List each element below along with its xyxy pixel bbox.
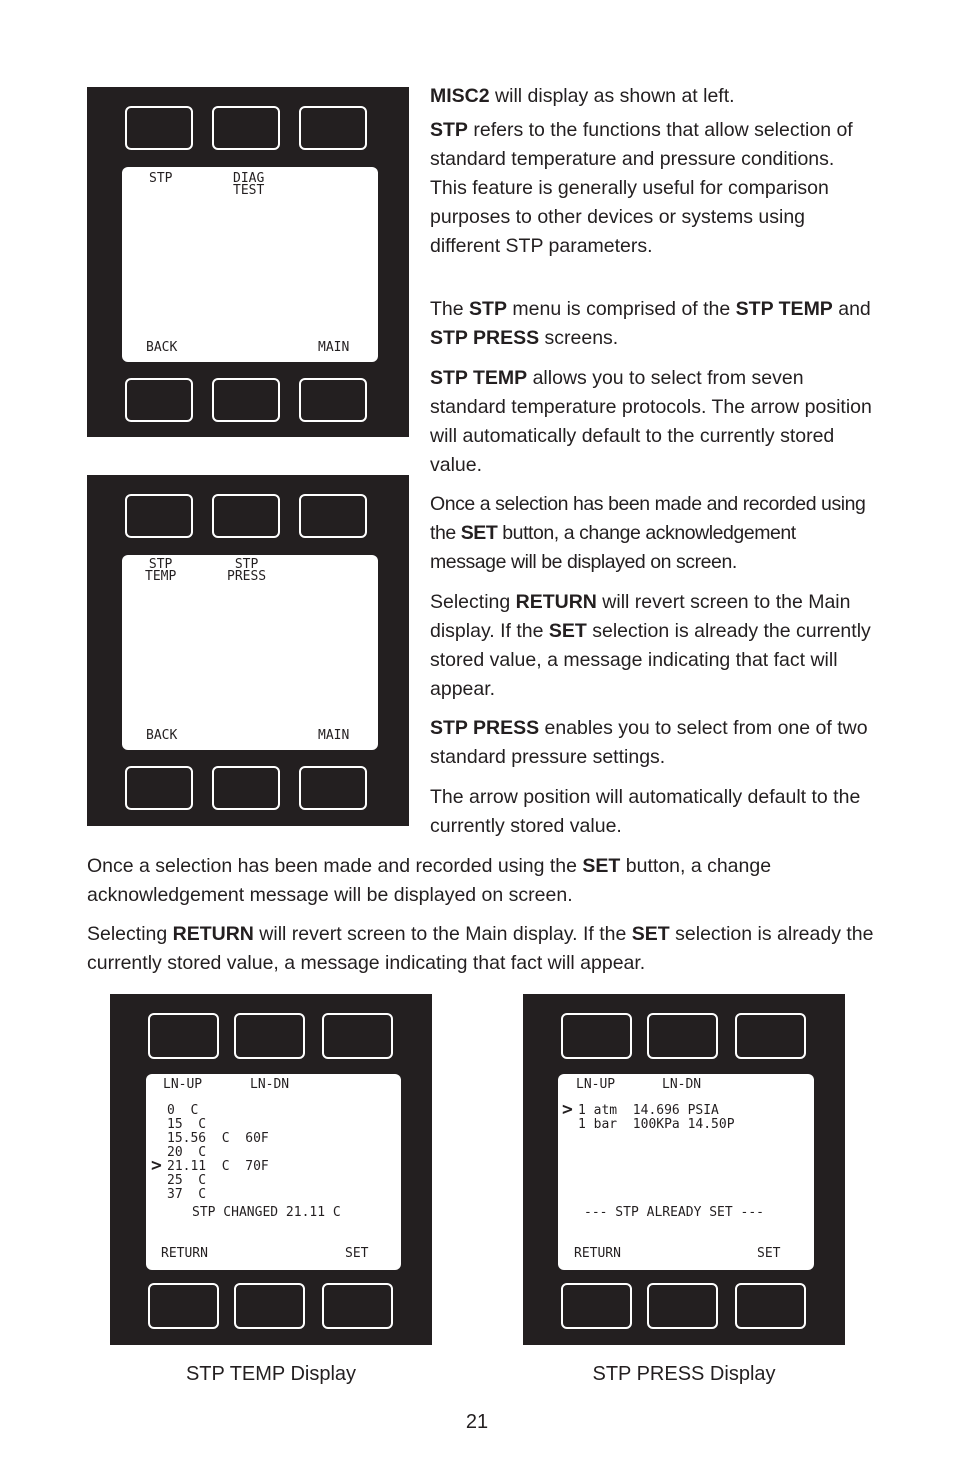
bottom-button-3[interactable]: [322, 1283, 393, 1329]
softkey-set[interactable]: SET: [757, 1246, 781, 1261]
text-run: selection is already the currently stored value, a message indicating that fact will appear.: [87, 923, 874, 974]
paragraph-stp-temp: [430, 364, 875, 480]
temp-option[interactable]: 25 C: [167, 1173, 207, 1188]
paragraph-misc2: [430, 82, 875, 111]
softkey-return[interactable]: RETURN: [574, 1246, 621, 1261]
text-run: enables you to select from one of two standard pressure settings.: [430, 717, 868, 768]
bold-term: SET: [460, 522, 498, 544]
text-run: Selecting: [87, 923, 173, 945]
top-button-2[interactable]: [234, 1013, 305, 1059]
paragraph-return: [430, 588, 875, 704]
text-run: button, a change acknowledgement message will be displayed on screen.: [87, 855, 772, 906]
top-button-2[interactable]: [647, 1013, 718, 1059]
bottom-button-1[interactable]: [561, 1283, 632, 1329]
temp-option-selected[interactable]: 21.11 C 70F: [167, 1159, 269, 1174]
bottom-button-2[interactable]: [234, 1283, 305, 1329]
press-option[interactable]: 1 bar 100KPa 14.50P: [578, 1117, 735, 1132]
text-run: will display as shown at left.: [489, 85, 735, 107]
text-run: Once a selection has been made and recorded using the: [430, 493, 866, 544]
paragraph-stp: [430, 116, 875, 261]
bold-term: MISC2: [430, 85, 490, 107]
bold-term: STP TEMP: [430, 367, 528, 389]
text-run: will revert screen to the Main display. If the: [430, 591, 851, 642]
text-run: The arrow position will automatically default to the currently stored value.: [430, 786, 861, 837]
top-button-1[interactable]: [125, 106, 193, 150]
bottom-button-2[interactable]: [212, 766, 280, 810]
stp-temp-display: [110, 994, 432, 1345]
page-number: 21: [465, 1411, 489, 1433]
top-button-3[interactable]: [322, 1013, 393, 1059]
selection-arrow: >: [562, 1099, 573, 1120]
lcd-screen: [122, 555, 378, 750]
temp-option[interactable]: 15.56 C 60F: [167, 1131, 269, 1146]
text-run: button, a change acknowledgement message will be displayed on screen.: [430, 522, 796, 573]
top-button-3[interactable]: [735, 1013, 806, 1059]
bottom-button-3[interactable]: [299, 766, 367, 810]
top-button-1[interactable]: [125, 494, 193, 538]
temp-option[interactable]: 0 C: [167, 1103, 199, 1118]
bold-term: STP PRESS: [430, 327, 540, 349]
bold-term: STP: [469, 298, 507, 320]
softkey-set[interactable]: SET: [345, 1246, 369, 1261]
text-run: will revert screen to the Main display. If the: [253, 923, 632, 945]
temp-option[interactable]: 15 C: [167, 1117, 207, 1132]
softkey-ln-dn[interactable]: LN-DN: [662, 1077, 702, 1092]
bold-term: SET: [582, 855, 621, 877]
caption-stp-temp: STP TEMP Display: [185, 1363, 357, 1385]
softkey-ln-dn[interactable]: LN-DN: [250, 1077, 290, 1092]
bottom-button-3[interactable]: [299, 378, 367, 422]
top-button-1[interactable]: [561, 1013, 632, 1059]
bold-term: STP TEMP: [735, 298, 833, 320]
paragraph-return-full: [87, 920, 877, 978]
bold-term: STP PRESS: [430, 717, 540, 739]
softkey-stp-press[interactable]: STP PRESS: [227, 557, 267, 584]
press-option-selected[interactable]: 1 atm 14.696 PSIA: [578, 1103, 719, 1118]
bold-term: SET: [548, 620, 587, 642]
bottom-button-3[interactable]: [735, 1283, 806, 1329]
bottom-button-2[interactable]: [212, 378, 280, 422]
softkey-stp-temp[interactable]: STP TEMP: [145, 557, 177, 584]
softkey-ln-up[interactable]: LN-UP: [163, 1077, 203, 1092]
misc2-display: [87, 87, 409, 437]
caption-stp-press: STP PRESS Display: [592, 1363, 776, 1385]
temp-option[interactable]: 37 C: [167, 1187, 207, 1202]
top-button-3[interactable]: [299, 106, 367, 150]
softkey-back[interactable]: BACK: [146, 340, 178, 355]
bold-term: SET: [631, 923, 670, 945]
bold-term: RETURN: [172, 923, 254, 945]
selection-arrow: >: [151, 1155, 162, 1176]
top-button-2[interactable]: [212, 494, 280, 538]
softkey-ln-up[interactable]: LN-UP: [576, 1077, 616, 1092]
paragraph-set-ack: [430, 490, 875, 577]
text-run: Selecting: [430, 591, 516, 613]
bold-term: RETURN: [515, 591, 597, 613]
bold-term: STP: [430, 119, 468, 141]
stp-press-display: [523, 994, 845, 1345]
text-run: Once a selection has been made and recorded using the: [87, 855, 583, 877]
status-message: --- STP ALREADY SET ---: [584, 1205, 765, 1220]
softkey-back[interactable]: BACK: [146, 728, 178, 743]
bottom-button-1[interactable]: [125, 378, 193, 422]
bottom-button-1[interactable]: [125, 766, 193, 810]
top-button-1[interactable]: [148, 1013, 219, 1059]
text-run: allows you to select from seven standard temperature protocols. The arrow position will automatically default to the currently stored value.: [430, 367, 872, 476]
text-run: screens.: [539, 327, 619, 349]
lcd-screen: [558, 1074, 814, 1270]
text-run: menu is comprised of the: [506, 298, 736, 320]
paragraph-set-ack-full: [87, 852, 877, 910]
softkey-diag-test[interactable]: DIAG TEST: [233, 171, 265, 198]
text-run: selection is already the currently stored value, a message indicating that fact will appear.: [430, 620, 871, 700]
softkey-main[interactable]: MAIN: [318, 728, 350, 743]
softkey-main[interactable]: MAIN: [318, 340, 350, 355]
text-run: The: [430, 298, 470, 320]
bottom-button-1[interactable]: [148, 1283, 219, 1329]
paragraph-stp-menu: [430, 295, 875, 353]
text-run: and: [832, 298, 871, 320]
lcd-screen: [146, 1074, 401, 1270]
lcd-screen: [122, 167, 378, 362]
softkey-return[interactable]: RETURN: [161, 1246, 208, 1261]
text-run: refers to the functions that allow selection of standard temperature and pressure conditions. This feature is generally useful for comparison purposes to other devices or systems using different STP parameters.: [430, 119, 853, 257]
top-button-2[interactable]: [212, 106, 280, 150]
temp-option[interactable]: 20 C: [167, 1145, 207, 1160]
softkey-stp[interactable]: STP: [149, 171, 173, 186]
stp-menu-display: [87, 475, 409, 826]
paragraph-arrow-default: [430, 783, 875, 841]
status-message: STP CHANGED 21.11 C: [192, 1205, 341, 1220]
paragraph-stp-press: [430, 714, 875, 772]
top-button-3[interactable]: [299, 494, 367, 538]
bottom-button-2[interactable]: [647, 1283, 718, 1329]
